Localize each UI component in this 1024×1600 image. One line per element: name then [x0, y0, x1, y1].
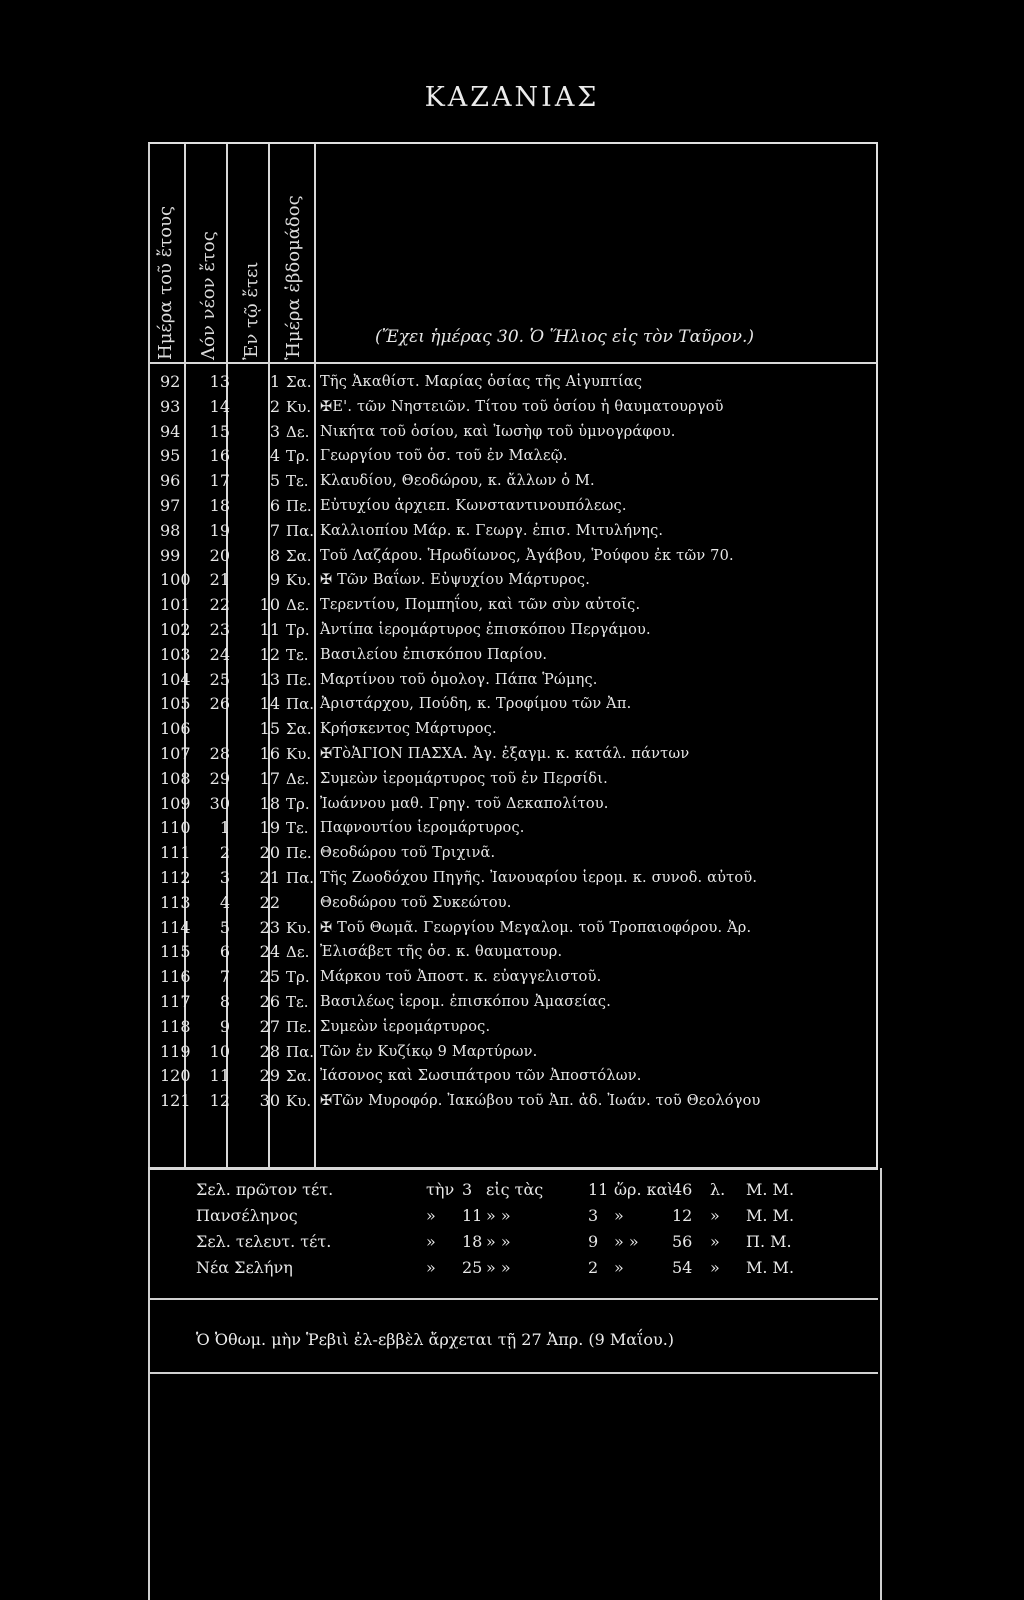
table-row — [148, 494, 876, 519]
cell-weekday: Πα. — [286, 869, 314, 887]
cell-day-of-month: 19 — [259, 818, 280, 838]
table-row — [148, 717, 876, 742]
cell-old-calendar-day: 1 — [219, 818, 230, 838]
cell-feast: Τερεντίου, Πομπηΐου, καὶ τῶν σὺν αὐτοῖς. — [320, 597, 641, 614]
ottoman-month-note: Ὁ Ὀθωμ. μὴν Ῥεβιὶ ἐλ-εββὲλ ἄρχεται τῇ 27 Ἀπρ. (9 Μαΐου.) — [196, 1330, 675, 1349]
cell-day-of-month: 10 — [259, 595, 280, 615]
cell-day-of-year: 99 — [160, 545, 181, 565]
cell-feast: Κλαυδίου, Θεοδώρου, κ. ἄλλων ὁ Μ. — [320, 473, 595, 490]
moon-phase-row — [196, 1232, 896, 1260]
cell-feast: Εὐτυχίου ἀρχιεπ. Κωνσταντινουπόλεως. — [320, 498, 627, 514]
cell-old-calendar-day: 16 — [209, 446, 230, 466]
cell-weekday: Δε. — [286, 943, 310, 962]
moon-phase-label: Νέα Σελήνη — [196, 1258, 293, 1277]
cell-old-calendar-day: 15 — [209, 421, 230, 441]
table-row — [148, 519, 876, 544]
cell-day-of-month: 23 — [259, 917, 280, 937]
cell-old-calendar-day: 5 — [219, 917, 230, 937]
cell-weekday: Δε. — [286, 422, 310, 441]
cell-feast: Μάρκου τοῦ Ἀποστ. κ. εὐαγγελιστοῦ. — [320, 969, 602, 986]
moon-phase-minute-unit: λ. — [710, 1180, 726, 1199]
cell-old-calendar-day: 30 — [209, 793, 230, 813]
cell-day-of-month: 28 — [259, 1041, 280, 1061]
cell-weekday: Τρ. — [286, 447, 310, 466]
moon-phase-minutes: 46 — [672, 1180, 693, 1199]
cell-day-of-year: 98 — [160, 520, 181, 540]
cell-day-of-year: 119 — [160, 1041, 191, 1061]
cell-feast: Ἰάσονος καὶ Σωσιπάτρου τῶν Ἀποστόλων. — [320, 1068, 642, 1085]
cell-feast: ✠Ε'. τῶν Νηστειῶν. Τίτου τοῦ ὁσίου ἡ θαυματουργοῦ — [320, 398, 724, 415]
cell-feast: Συμεὼν ἱερομάρτυρος. — [320, 1018, 491, 1035]
cell-feast: Συμεὼν ἱερομάρτυρος τοῦ ἐν Περσίδι. — [320, 770, 608, 787]
cell-weekday: Σα. — [286, 546, 312, 565]
cell-old-calendar-day: 6 — [219, 942, 230, 962]
table-row — [148, 1064, 876, 1089]
cell-day-of-month: 1 — [269, 372, 280, 391]
cell-old-calendar-day: 10 — [209, 1041, 230, 1061]
moon-phase-minute-unit: » — [710, 1232, 720, 1251]
cell-feast: Βασιλείου ἐπισκόπου Παρίου. — [320, 646, 548, 663]
cell-day-of-year: 104 — [160, 669, 191, 689]
cell-day-of-year: 114 — [160, 917, 191, 937]
table-row — [148, 593, 876, 618]
cell-day-of-month: 6 — [269, 496, 280, 515]
table-row — [148, 1015, 876, 1040]
cell-day-of-year: 101 — [160, 595, 191, 615]
cell-feast: Καλλιοπίου Μάρ. κ. Γεωργ. ἐπισ. Μιτυλήνης. — [320, 522, 664, 539]
cell-day-of-year: 105 — [160, 694, 191, 714]
cell-day-of-year: 108 — [160, 768, 191, 788]
cell-weekday: Τε. — [286, 472, 309, 491]
cell-weekday: Τρ. — [286, 621, 310, 639]
cell-day-of-month: 17 — [259, 768, 280, 788]
cell-old-calendar-day: 9 — [219, 1016, 230, 1036]
cell-day-of-year: 113 — [160, 892, 191, 912]
cell-day-of-year: 96 — [160, 471, 181, 491]
cell-weekday: Πε. — [286, 1017, 312, 1036]
cell-weekday: Τε. — [286, 993, 309, 1011]
table-row — [148, 916, 876, 941]
cell-day-of-month: 2 — [269, 396, 280, 416]
cell-old-calendar-day: 3 — [219, 868, 230, 887]
moon-phase-minutes: 54 — [672, 1258, 693, 1277]
cell-feast: Ἀντίπα ἱερομάρτυρος ἐπισκόπου Περγάμου. — [320, 622, 651, 638]
moon-phase-day: 3 — [462, 1180, 473, 1199]
cell-day-of-year: 97 — [160, 496, 181, 515]
cell-day-of-month: 11 — [259, 620, 280, 639]
cell-old-calendar-day: 2 — [219, 843, 230, 863]
cell-weekday: Πα. — [286, 521, 314, 540]
cell-weekday: Κυ. — [286, 918, 312, 937]
moon-phase-day: 11 — [462, 1206, 483, 1225]
table-row — [148, 668, 876, 693]
cell-old-calendar-day: 29 — [209, 768, 230, 788]
cell-day-of-year: 120 — [160, 1066, 191, 1086]
cell-old-calendar-day: 25 — [209, 669, 230, 689]
table-row — [148, 990, 876, 1015]
cell-day-of-month: 27 — [259, 1016, 280, 1036]
column-header-old-calendar: Λόν νέον ἔτος — [198, 231, 219, 360]
moon-phase-hour-prefix: » » — [486, 1258, 511, 1277]
cell-old-calendar-day: 14 — [209, 396, 230, 416]
cell-feast: Θεοδώρου τοῦ Τριχινᾶ. — [320, 845, 496, 862]
moon-phase-day: 25 — [462, 1258, 483, 1277]
cell-feast: Ἰωάννου μαθ. Γρηγ. τοῦ Δεκαπολίτου. — [320, 795, 609, 812]
cell-weekday: Σα. — [286, 720, 312, 739]
table-row — [148, 568, 876, 593]
cell-old-calendar-day: 7 — [219, 967, 230, 987]
cell-weekday: Πε. — [286, 844, 312, 863]
moon-phase-meridiem: Μ. Μ. — [746, 1180, 795, 1199]
cell-day-of-month: 18 — [259, 793, 280, 813]
cell-old-calendar-day: 22 — [209, 595, 230, 615]
moon-phase-row — [196, 1180, 896, 1208]
moon-phase-hour-unit: ὥρ. καὶ — [614, 1180, 674, 1199]
cell-day-of-year: 117 — [160, 992, 191, 1011]
month-header-note: (Ἔχει ἡμέρας 30. Ὁ Ἥλιος εἰς τὸν Ταῦρον.) — [375, 327, 755, 347]
cell-day-of-year: 116 — [160, 967, 191, 987]
moon-phase-minutes: 56 — [672, 1232, 693, 1251]
moon-phase-meridiem: Μ. Μ. — [746, 1206, 795, 1225]
cell-day-of-year: 94 — [160, 421, 181, 441]
cell-old-calendar-day: 11 — [209, 1066, 230, 1086]
cell-day-of-month: 8 — [269, 545, 280, 565]
cell-day-of-year: 109 — [160, 793, 191, 813]
cell-weekday: Τε. — [286, 819, 309, 838]
moon-phase-label: Πανσέληνος — [196, 1206, 298, 1225]
column-header-day-of-year: Ημέρα τοῦ ἔτους — [155, 205, 176, 360]
cell-day-of-month: 5 — [269, 471, 280, 491]
cell-day-of-year: 107 — [160, 744, 191, 763]
moon-phase-hour-unit: » » — [614, 1232, 639, 1251]
cell-day-of-month: 9 — [269, 570, 280, 590]
table-row — [148, 444, 876, 469]
cell-day-of-year: 106 — [160, 719, 191, 739]
moon-phase-hour-unit: » — [614, 1258, 624, 1277]
cell-old-calendar-day: 8 — [219, 992, 230, 1011]
cell-old-calendar-day: 24 — [209, 644, 230, 664]
cell-day-of-year: 100 — [160, 570, 191, 590]
cell-old-calendar-day: 21 — [209, 570, 230, 590]
page-title: ΚΑΖΑΝΙΑΣ — [424, 82, 600, 113]
moon-phase-row — [196, 1206, 896, 1234]
cell-day-of-month: 24 — [259, 942, 280, 962]
table-row — [148, 395, 876, 420]
cell-feast: Νικήτα τοῦ ὁσίου, καὶ Ἰωσὴφ τοῦ ὑμνογράφου. — [320, 423, 676, 440]
moon-phase-hour-prefix: εἰς τὰς — [486, 1180, 544, 1199]
cell-weekday: Κυ. — [286, 1092, 312, 1111]
cell-day-of-month: 30 — [259, 1091, 280, 1111]
moon-phase-minute-unit: » — [710, 1258, 720, 1277]
cell-old-calendar-day: 12 — [209, 1091, 230, 1111]
table-row — [148, 767, 876, 792]
cell-old-calendar-day: 26 — [209, 694, 230, 714]
cell-day-of-year: 111 — [160, 843, 191, 863]
cell-day-of-month: 12 — [259, 644, 280, 664]
cell-weekday: Σα. — [286, 1067, 312, 1086]
table-bottom-rule — [148, 1167, 876, 1170]
cell-weekday: Κυ. — [286, 397, 312, 416]
cell-day-of-year: 110 — [160, 818, 191, 838]
cell-day-of-month: 15 — [259, 719, 280, 739]
moon-phase-hour: 9 — [588, 1232, 599, 1251]
moon-phase-minute-unit: » — [710, 1206, 720, 1225]
cell-feast: Μαρτίνου τοῦ ὁμολογ. Πάπα Ῥώμης. — [320, 671, 598, 688]
table-row — [148, 370, 876, 395]
table-row — [148, 618, 876, 643]
cell-feast: Τῶν ἐν Κυζίκῳ 9 Μαρτύρων. — [320, 1043, 538, 1060]
moon-phase-label: Σελ. τελευτ. τέτ. — [196, 1232, 332, 1251]
moon-phase-prep: » — [426, 1206, 436, 1225]
cell-feast: Τῆς Ζωοδόχου Πηγῆς. Ἰανουαρίου ἱερομ. κ. συνοδ. αὐτοῦ. — [320, 870, 758, 886]
moon-phase-hour: 11 — [588, 1180, 609, 1199]
table-row — [148, 816, 876, 841]
cell-weekday: Τρ. — [286, 794, 310, 813]
cell-feast: ✠ Τοῦ Θωμᾶ. Γεωργίου Μεγαλομ. τοῦ Τροπαιοφόρου. Ἀρ. — [320, 919, 752, 936]
table-row — [148, 792, 876, 817]
cell-day-of-year: 92 — [160, 372, 181, 391]
cell-weekday: Πα. — [286, 695, 314, 714]
cell-weekday: Τρ. — [286, 968, 310, 987]
table-row — [148, 692, 876, 717]
table-row — [148, 469, 876, 494]
cell-feast: Βασιλέως ἱερομ. ἐπισκόπου Ἀμασείας. — [320, 994, 612, 1010]
table-row — [148, 1040, 876, 1065]
table-row — [148, 742, 876, 767]
table-row — [148, 841, 876, 866]
moon-phase-day: 18 — [462, 1232, 483, 1251]
cell-feast: Ἐλισάβετ τῆς ὁσ. κ. θαυματουρ. — [320, 944, 563, 961]
cell-day-of-month: 4 — [269, 446, 280, 466]
moon-phase-hour-prefix: » » — [486, 1232, 511, 1251]
column-header-weekday: Ἡμέρα ἑβδομάδος — [283, 195, 304, 360]
cell-weekday: Δε. — [286, 769, 310, 788]
cell-day-of-year: 103 — [160, 644, 191, 664]
cell-old-calendar-day: 23 — [209, 620, 230, 639]
cell-day-of-year: 118 — [160, 1016, 191, 1036]
moon-phase-minutes: 12 — [672, 1206, 693, 1225]
cell-old-calendar-day: 4 — [219, 892, 230, 912]
table-row — [148, 544, 876, 569]
cell-day-of-year: 112 — [160, 868, 191, 887]
footer-divider — [148, 1298, 878, 1300]
cell-weekday: Πα. — [286, 1042, 314, 1061]
cell-feast: Παφνουτίου ἱερομάρτυρος. — [320, 820, 525, 837]
cell-old-calendar-day: 13 — [209, 372, 230, 391]
cell-day-of-month: 26 — [259, 992, 280, 1011]
cell-feast: Κρήσκεντος Μάρτυρος. — [320, 721, 497, 738]
cell-weekday: Πε. — [286, 670, 312, 689]
cell-feast: ✠ Τῶν Βαΐων. Εὐψυχίου Μάρτυρος. — [320, 572, 591, 589]
header-divider — [150, 362, 876, 364]
table-row — [148, 420, 876, 445]
moon-phase-prep: » — [426, 1258, 436, 1277]
moon-phase-prep: τὴν — [426, 1180, 455, 1199]
table-row — [148, 891, 876, 916]
cell-day-of-month: 7 — [269, 520, 280, 540]
cell-weekday: Πε. — [286, 497, 312, 515]
cell-day-of-month: 16 — [259, 744, 280, 763]
cell-day-of-year: 95 — [160, 446, 181, 466]
cell-old-calendar-day: 17 — [209, 471, 230, 491]
cell-day-of-month: 29 — [259, 1066, 280, 1086]
table-row — [148, 866, 876, 891]
cell-day-of-year: 121 — [160, 1091, 191, 1111]
cell-day-of-year: 115 — [160, 942, 191, 962]
moon-phase-row — [196, 1258, 896, 1286]
footer-bottom-rule — [148, 1372, 878, 1374]
cell-day-of-month: 14 — [259, 694, 280, 714]
cell-feast: Ἀριστάρχου, Πούδη, κ. Τροφίμου τῶν Ἀπ. — [320, 696, 632, 713]
cell-day-of-month: 22 — [259, 892, 280, 912]
cell-day-of-month: 20 — [259, 843, 280, 863]
table-row — [148, 965, 876, 990]
cell-day-of-year: 93 — [160, 396, 181, 416]
moon-phase-hour: 2 — [588, 1258, 599, 1277]
cell-day-of-month: 21 — [259, 868, 280, 887]
cell-feast: Τῆς Ἀκαθίστ. Μαρίας ὁσίας τῆς Αἰγυπτίας — [320, 374, 643, 390]
cell-day-of-year: 102 — [160, 620, 191, 639]
cell-weekday: Τε. — [286, 645, 309, 664]
moon-phase-meridiem: Π. Μ. — [746, 1232, 792, 1251]
cell-feast: Γεωργίου τοῦ ὁσ. τοῦ ἐν Μαλεῷ. — [320, 448, 568, 465]
table-row — [148, 1089, 876, 1114]
moon-phase-hour-prefix: » » — [486, 1206, 511, 1225]
cell-weekday: Δε. — [286, 596, 310, 615]
table-row — [148, 643, 876, 668]
cell-feast: Θεοδώρου τοῦ Συκεώτου. — [320, 894, 512, 911]
cell-old-calendar-day: 18 — [209, 496, 230, 515]
cell-feast: ✠Τῶν Μυροφόρ. Ἰακώβου τοῦ Ἀπ. ἀδ. Ἰωάν. τοῦ Θεολόγου — [320, 1093, 761, 1110]
column-header-day-of-month: Ἐν τῷ ἔτει — [241, 261, 262, 360]
moon-phase-hour-unit: » — [614, 1206, 624, 1225]
cell-weekday: Κυ. — [286, 571, 312, 590]
cell-old-calendar-day: 19 — [209, 520, 230, 540]
cell-old-calendar-day: 28 — [209, 744, 230, 763]
moon-phase-prep: » — [426, 1232, 436, 1251]
moon-phase-label: Σελ. πρῶτον τέτ. — [196, 1180, 334, 1199]
moon-phase-meridiem: Μ. Μ. — [746, 1258, 795, 1277]
cell-day-of-month: 13 — [259, 669, 280, 689]
cell-weekday: Σα. — [286, 373, 312, 391]
cell-feast: Τοῦ Λαζάρου. Ἡρωδίωνος, Ἀγάβου, Ῥούφου ἐκ τῶν 70. — [320, 547, 734, 564]
cell-day-of-month: 3 — [269, 421, 280, 441]
cell-old-calendar-day: 20 — [209, 545, 230, 565]
cell-weekday: Κυ. — [286, 745, 312, 763]
table-row — [148, 940, 876, 965]
cell-day-of-month: 25 — [259, 967, 280, 987]
moon-phase-hour: 3 — [588, 1206, 599, 1225]
cell-feast: ✠ΤὸἉΓΙΟΝ ΠΑΣΧΑ. Ἀγ. ἐξαγμ. κ. κατάλ. πάντων — [320, 746, 690, 762]
